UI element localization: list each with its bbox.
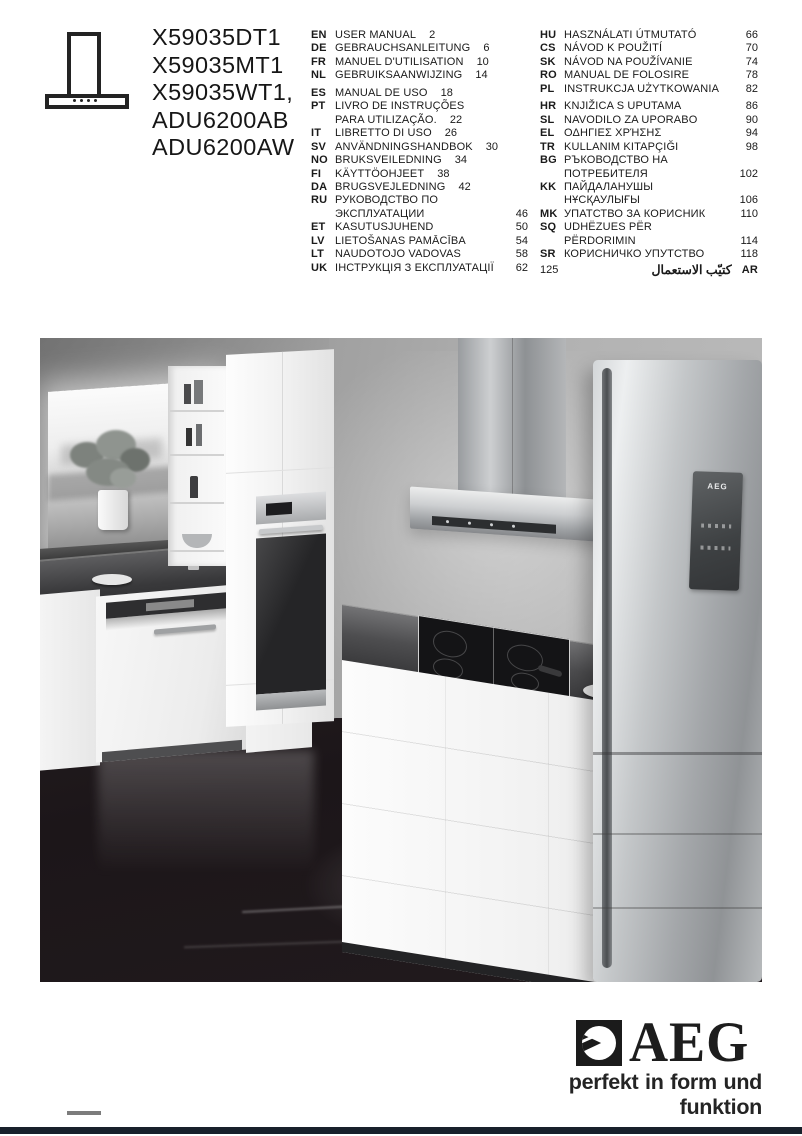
toc-entry-body [335, 248, 528, 261]
toc-line [564, 29, 758, 42]
manual-title: KÄYTTÖOHJEET [335, 167, 425, 180]
toc-line [564, 42, 758, 55]
language-index-column-1 [311, 29, 528, 275]
manual-title: BRUGSVEJLEDNING [335, 180, 446, 193]
freezer-drawer-line [593, 907, 762, 909]
page-number: 78 [745, 69, 758, 82]
toc-entry-PT [311, 100, 528, 127]
manual-title: HASZNÁLATI ÚTMUTATÓ [564, 29, 697, 41]
toc-entry-body [564, 248, 758, 261]
hood-dot [87, 99, 90, 102]
toc-entry-ES [311, 87, 528, 100]
page-number: 86 [745, 100, 758, 113]
toc-line [335, 114, 528, 127]
toc-entry-SL [540, 114, 758, 127]
page-number: 50 [515, 221, 528, 234]
toc-entry-body [335, 127, 528, 140]
toc-entry-body [564, 154, 758, 181]
manual-title: UDHËZUES PËR [564, 221, 652, 234]
toc-entry-body [564, 69, 758, 82]
page-number: 6 [483, 42, 490, 55]
manual-title: NAVODILO ZA UPORABO [564, 113, 698, 126]
toc-line [564, 248, 758, 261]
toc-line [564, 83, 758, 96]
toc-entry-body [564, 208, 758, 221]
language-code: NO [311, 154, 328, 167]
toc-entry-DA [311, 181, 528, 194]
language-code: EN [311, 29, 327, 41]
toc-line [335, 194, 528, 207]
page-number: 34 [454, 154, 468, 167]
language-code: KK [540, 180, 557, 193]
toc-entry-SR [540, 248, 758, 261]
toc-entry-TR [540, 141, 758, 154]
page-number: 38 [437, 167, 450, 180]
plate [92, 574, 132, 585]
plant-pot [98, 490, 128, 530]
manual-title: MANUAL DE USO [335, 86, 428, 99]
language-code: HU [540, 29, 557, 41]
freezer-drawer-line [593, 833, 762, 835]
toc-entry-body [335, 87, 528, 100]
shelf [170, 410, 224, 412]
oven-trim [256, 690, 326, 711]
language-code: ET [311, 221, 326, 234]
toc-entry-LV [311, 235, 528, 248]
toc-entry-body [564, 56, 758, 69]
manual-title: РУКОВОДСТВО ПО [335, 194, 439, 207]
manual-title: УПАТСТВО ЗА КОРИСНИК [564, 207, 706, 220]
cabinet-seam [226, 467, 334, 474]
registration-mark [67, 1111, 101, 1115]
language-code: IT [311, 127, 322, 140]
manual-title: РЪКОВОДСТВО НА [564, 154, 668, 167]
oven-display [266, 502, 292, 516]
fridge-control-panel [689, 471, 743, 591]
manual-title: BRUKSVEILEDNING [335, 154, 442, 167]
model-line: X59035MT1 [152, 51, 284, 78]
toc-entry-SV [311, 141, 528, 154]
toc-line [564, 56, 758, 69]
toc-line [335, 56, 528, 69]
toc-entry-body [564, 127, 758, 140]
language-code: CS [540, 42, 556, 55]
toc-line [335, 127, 528, 140]
toc-line [335, 248, 528, 261]
toc-entry-body [335, 181, 528, 194]
page-number: 54 [515, 234, 528, 247]
language-code: SQ [540, 221, 557, 234]
toc-entry-body [335, 29, 528, 42]
logo-circle [582, 1026, 616, 1060]
toc-entry-body [564, 83, 758, 96]
manual-title-continued: НҰСҚАУЛЫҒЫ [564, 194, 641, 207]
page-number: 26 [444, 127, 458, 140]
language-code: MK [540, 207, 558, 220]
page-number: 18 [440, 86, 453, 99]
toc-line [564, 69, 758, 82]
language-code: SR [540, 248, 556, 261]
toc-entry-KK [540, 181, 758, 208]
built-in-oven-photo [256, 492, 326, 721]
page-number: 10 [476, 55, 489, 68]
toc-entry-EL [540, 127, 758, 140]
manual-title-continued: PARA UTILIZAÇÃO. [335, 113, 437, 126]
page-number: 98 [745, 140, 758, 153]
page-number: 30 [485, 140, 499, 153]
shelf-object [184, 384, 191, 404]
fridge-door-split [593, 752, 762, 755]
toc-line [564, 154, 758, 167]
model-line: X59035DT1 [152, 24, 282, 50]
manual-title: USER MANUAL [335, 29, 417, 41]
page-number: 66 [745, 29, 758, 41]
toc-entry-body [564, 114, 758, 127]
toc-line [564, 100, 758, 113]
shelf-object [190, 476, 198, 498]
toc-line [335, 141, 528, 154]
manual-title: NÁVOD K POUŽITÍ [564, 42, 663, 55]
toc-line [564, 168, 758, 181]
toc-entry-MK [540, 208, 758, 221]
toc-entry-body [335, 100, 528, 127]
aeg-logo-mark-icon [576, 1020, 622, 1066]
shelf [170, 550, 224, 552]
aeg-logo [576, 1011, 756, 1074]
language-code: EL [540, 127, 555, 140]
aeg-wordmark: AEG [629, 1011, 750, 1074]
hood-dot [80, 99, 83, 102]
manual-title: KASUTUSJUHEND [335, 221, 434, 234]
fridge-display-row [700, 545, 730, 550]
toc-entry-body [335, 141, 528, 154]
toc-line [564, 127, 758, 140]
drawer-seam [445, 676, 446, 968]
toc-line [564, 194, 758, 207]
toc-entry-body [335, 42, 528, 55]
toc-entry-IT [311, 127, 528, 140]
toc-line [335, 87, 528, 100]
manual-title: GEBRAUCHSANLEITUNG [335, 42, 471, 55]
toc-line [564, 181, 758, 194]
shelf-object [186, 428, 192, 446]
toc-line [335, 168, 528, 181]
page-number: 82 [745, 82, 758, 95]
manual-title-continued: PËRDORIMIN [564, 234, 636, 247]
language-code: SK [540, 55, 556, 68]
manual-title: MANUEL D'UTILISATION [335, 55, 464, 68]
language-code: SL [540, 113, 555, 126]
language-code: AR [741, 263, 758, 276]
language-code: PT [311, 100, 326, 113]
oven-door [256, 534, 326, 695]
language-code: RO [540, 69, 557, 82]
toc-entry-HU [540, 29, 758, 42]
bottom-bar [0, 1127, 802, 1134]
toc-entry-body [335, 194, 528, 221]
drawer-seam [548, 693, 549, 982]
manual-title: NÁVOD NA POUŽÍVANIE [564, 55, 693, 68]
page-number: 74 [745, 55, 758, 68]
toc-entry-body [335, 154, 528, 167]
toc-entry-CS [540, 42, 758, 55]
language-code: LT [311, 248, 325, 261]
page-number: 114 [740, 234, 758, 247]
language-code: SV [311, 140, 327, 153]
toc-entry-body [564, 221, 758, 248]
kitchen-photo [40, 338, 762, 982]
manual-title: ΟΔΗΓΙΕΣ ΧΡΉΣΗΣ [564, 127, 662, 140]
toc-entry-body [335, 235, 528, 248]
language-code: UK [311, 261, 328, 274]
manual-title: GEBRUIKSAANWIJZING [335, 69, 463, 82]
fridge-handle [602, 368, 612, 968]
plant-photo [110, 468, 136, 488]
fridge-freezer-photo [593, 360, 762, 982]
toc-entry-SK [540, 56, 758, 69]
toc-line [564, 114, 758, 127]
toc-entry-body [564, 141, 758, 154]
toc-entry-body [335, 168, 528, 181]
manual-title: LIETOŠANAS PAMĀCĪBA [335, 234, 466, 247]
duct-seam [512, 338, 513, 502]
manual-title: KNJIŽICA S UPUTAMA [564, 100, 682, 113]
fridge-display-row [701, 523, 731, 528]
hood-chimney-glyph [67, 32, 101, 96]
language-code: PL [540, 82, 555, 95]
page-number: 46 [515, 207, 528, 220]
language-code: TR [540, 140, 556, 153]
cooker-hood-duct-photo [458, 338, 566, 502]
shelf-object [196, 424, 202, 446]
manual-title: LIVRO DE INSTRUÇÕES [335, 100, 465, 113]
toc-line [564, 208, 758, 221]
page-number: 90 [745, 113, 758, 126]
shelf [170, 502, 224, 504]
toc-entry-body [564, 100, 758, 113]
page-number: 62 [515, 261, 528, 274]
toc-entry-RO [540, 69, 758, 82]
manual-title: КОРИСНИЧКО УПУТСТВО [564, 248, 705, 261]
cooker-hood-icon [45, 32, 131, 110]
toc-entry-UK [311, 262, 528, 275]
manual-title: KULLANIM KITAPÇIĞI [564, 140, 679, 153]
toc-line [564, 221, 758, 234]
toc-entry-body [564, 42, 758, 55]
language-index-column-2 [540, 29, 758, 277]
hood-dot [73, 99, 76, 102]
toc-entry-FR [311, 56, 528, 69]
manual-title: INSTRUKCJA UŻYTKOWANIA [564, 82, 720, 95]
hob-divider [493, 628, 494, 688]
toc-line [564, 141, 758, 154]
shelf-object [194, 380, 203, 404]
language-code: HR [540, 100, 557, 113]
page-number: 42 [458, 180, 471, 193]
toc-entry-EN [311, 29, 528, 42]
language-code: FR [311, 55, 327, 68]
toc-line [335, 100, 528, 113]
toc-entry-PL [540, 83, 758, 96]
toc-entry-body [335, 69, 528, 82]
toc-entry-FI [311, 168, 528, 181]
toc-entry-HR [540, 100, 758, 113]
manual-title: MANUAL DE FOLOSIRE [564, 69, 690, 82]
page-number: 70 [745, 42, 758, 55]
toc-entry-body [335, 262, 528, 275]
language-code: NL [311, 69, 327, 82]
page-number: 110 [740, 207, 758, 220]
language-code: RU [311, 194, 328, 207]
toc-entry-body [564, 181, 758, 208]
toc-entry-ET [311, 221, 528, 234]
toc-line [335, 154, 528, 167]
page-number: 102 [739, 167, 758, 180]
model-line: X59035WT1, [152, 79, 294, 105]
language-code: LV [311, 234, 325, 247]
language-code: DE [311, 42, 327, 55]
brand-tagline: perfekt in form und funktion [568, 1070, 762, 1119]
toc-entry-NL [311, 69, 528, 82]
toc-entry-NO [311, 154, 528, 167]
manual-title-continued: ЭКСПЛУАТАЦИИ [335, 207, 425, 220]
model-line: ADU6200AW [152, 134, 295, 160]
fridge-brand-label: AEG [707, 481, 728, 492]
language-code: DA [311, 180, 328, 193]
open-shelf-unit [168, 366, 226, 566]
manual-title: ПАЙДАЛАНУШЫ [564, 180, 654, 193]
toc-line [335, 221, 528, 234]
page-number: 94 [745, 127, 758, 140]
page-number: 125 [540, 263, 559, 276]
hob-zone [433, 628, 467, 659]
page-number: 106 [739, 194, 758, 207]
manual-title-continued: ПОТРЕБИТЕЛЯ [564, 167, 648, 180]
toc-line [335, 235, 528, 248]
page-number: 58 [515, 248, 528, 261]
toc-line [335, 29, 528, 42]
language-code: ES [311, 86, 327, 99]
hood-control-strip [432, 516, 556, 534]
model-numbers [152, 24, 294, 162]
manual-title: LIBRETTO DI USO [335, 127, 432, 140]
model-line: ADU6200AB [152, 106, 289, 133]
metal-bowl [182, 534, 212, 548]
toc-line [335, 69, 528, 82]
toc-line [335, 42, 528, 55]
page-number: 2 [429, 29, 436, 41]
manual-title: NAUDOTOJO VADOVAS [335, 248, 462, 261]
toc-entry-BG [540, 154, 758, 181]
page-number: 22 [449, 113, 463, 126]
toc-line [335, 208, 528, 221]
shelf [170, 454, 224, 456]
manual-title: ІНСТРУКЦІЯ З ЕКСПЛУАТАЦІЇ [335, 261, 494, 274]
toc-entry-DE [311, 42, 528, 55]
toc-entry-body [564, 29, 758, 42]
toc-entry-LT [311, 248, 528, 261]
oven-handle [259, 525, 323, 534]
toc-entry-RU [311, 194, 528, 221]
manual-title: ANVÄNDNINGSHANDBOK [335, 140, 473, 153]
language-code: FI [311, 167, 322, 180]
toc-line [335, 262, 528, 275]
page-number: 118 [740, 248, 758, 261]
manual-title: كتيّب الاستعمال [651, 262, 732, 277]
toc-entry-body [335, 56, 528, 69]
toc-entry-body [335, 221, 528, 234]
floor-reflection [98, 750, 315, 905]
toc-line [335, 181, 528, 194]
toc-entry-AR [540, 264, 758, 277]
base-cabinet [40, 589, 100, 770]
toc-entry-SQ [540, 221, 758, 248]
hood-dot [94, 99, 97, 102]
page-number: 14 [475, 69, 488, 82]
toc-line [564, 235, 758, 248]
language-code: BG [540, 154, 557, 167]
